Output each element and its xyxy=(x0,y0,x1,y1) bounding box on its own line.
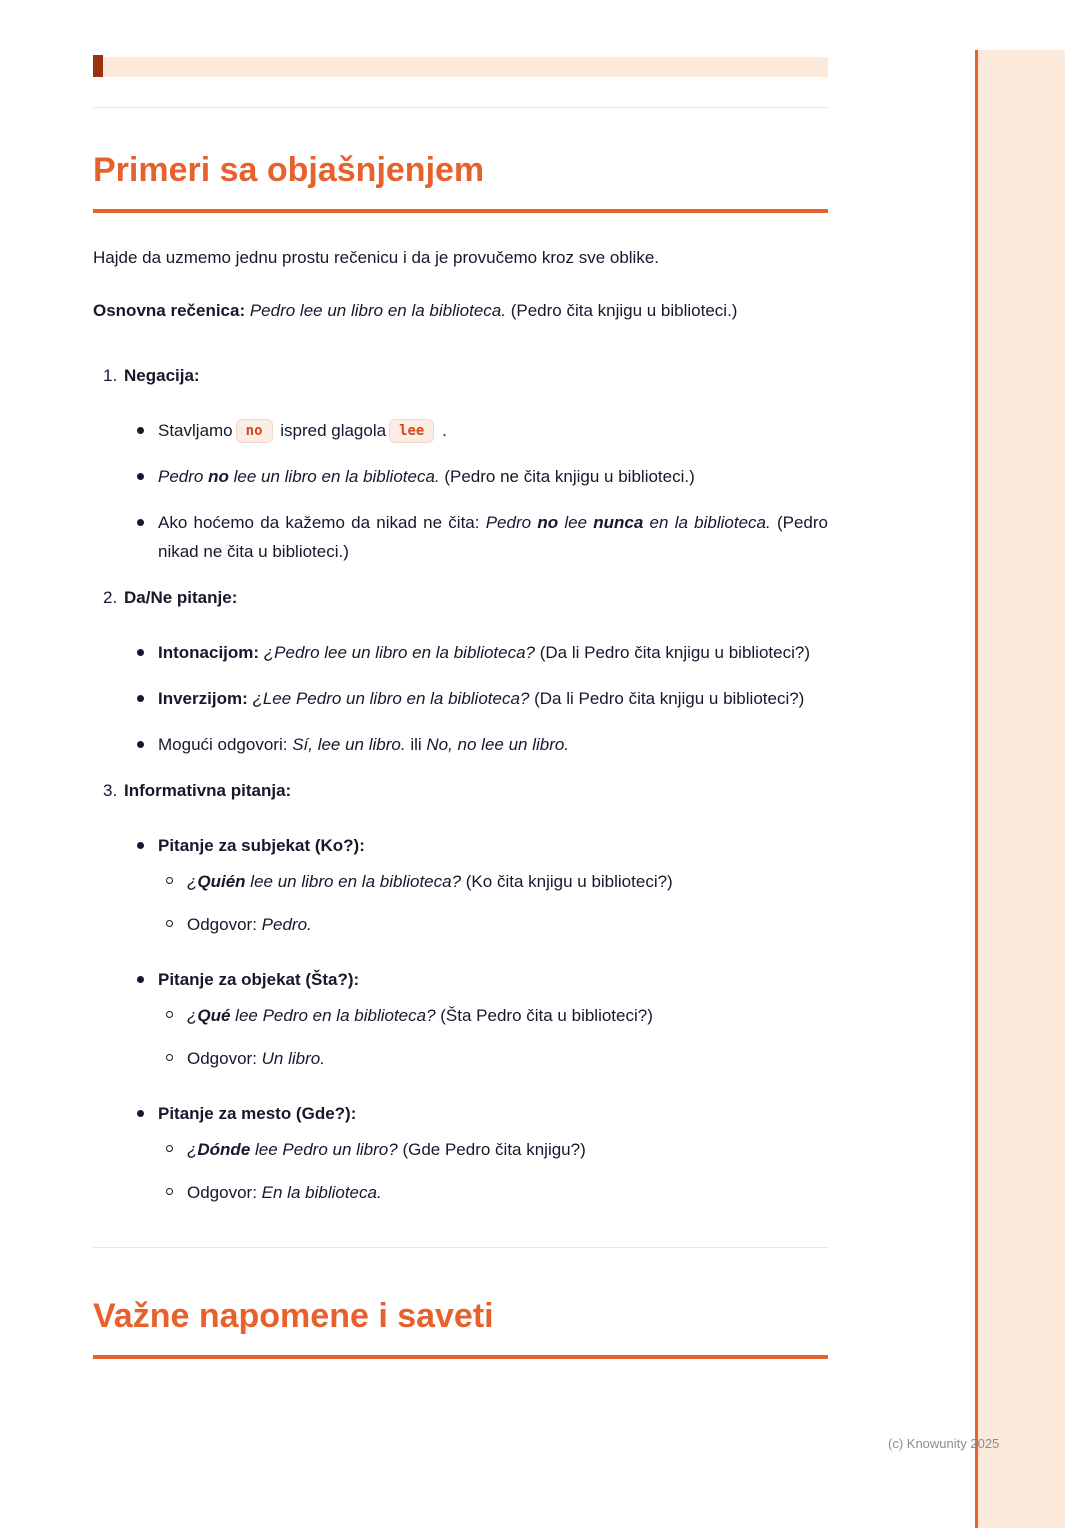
section-title-notes: Važne napomene i saveti xyxy=(93,1296,494,1335)
list-item-head xyxy=(93,583,828,612)
sub-group-title: Pitanje za objekat (Šta?): xyxy=(158,969,360,989)
bullet-disc xyxy=(137,1099,158,1207)
list-item-informativna-pitanja xyxy=(93,776,828,1207)
bullet-disc xyxy=(137,508,158,566)
bullet-disc xyxy=(137,831,158,939)
list-title: Negacija: xyxy=(124,365,200,385)
section-title-examples: Primeri sa objašnjenjem xyxy=(93,151,485,189)
bullet-disc xyxy=(137,684,158,713)
list-number: 1. xyxy=(103,365,118,385)
bullet-group-objekat xyxy=(137,965,828,1073)
base-sentence-paragraph: Osnovna rečenica: Pedro lee un libro en la biblioteca. (Pedro čita knjigu u biblioteci.) xyxy=(93,300,738,320)
bullet-circle xyxy=(166,867,187,896)
examples-list xyxy=(93,361,828,1207)
sub-bullet-item xyxy=(158,867,828,896)
bullet-group-mesto xyxy=(137,1099,828,1207)
section-divider xyxy=(93,1247,828,1248)
bullet-text: Stavljamo no ispred glagola lee . xyxy=(158,416,828,445)
section-divider xyxy=(93,107,828,108)
list-title: Da/Ne pitanje: xyxy=(124,587,238,607)
document-content xyxy=(93,0,828,1359)
sub-bullet-text: ¿Qué lee Pedro en la biblioteca? (Šta Pedro čita u biblioteci?) xyxy=(187,1005,653,1025)
bullet-item xyxy=(137,730,828,759)
top-strip-accent xyxy=(93,55,103,77)
sub-bullet-text: ¿Quién lee un libro en la biblioteca? (Ko čita knjigu u biblioteci?) xyxy=(187,871,673,891)
bullet-content xyxy=(158,965,828,1073)
list-item-head xyxy=(93,776,828,805)
bullet-circle xyxy=(166,910,187,939)
bullet-text: Ako hoćemo da kažemo da nikad ne čita: Pedro no lee nunca en la biblioteca. (Pedro nikad ne čita u biblioteci.) xyxy=(158,512,828,561)
title-underline xyxy=(93,1355,828,1359)
bullet-group-subjekat xyxy=(137,831,828,939)
bullet-disc xyxy=(137,416,158,445)
sub-bullet-item xyxy=(158,910,828,939)
title-underline xyxy=(93,209,828,213)
intro-paragraph: Hajde da uzmemo jednu prostu rečenicu i da je provučemo kroz sve oblike. xyxy=(93,247,660,267)
sub-bullet-item xyxy=(158,1044,828,1073)
bullet-group xyxy=(93,831,828,1207)
sub-group-title: Pitanje za mesto (Gde?): xyxy=(158,1103,357,1123)
bullet-item xyxy=(137,508,828,566)
bullet-item xyxy=(137,684,828,713)
list-number: 3. xyxy=(103,780,118,800)
bullet-disc xyxy=(137,965,158,1073)
bullet-text: Inverzijom: ¿Lee Pedro un libro en la biblioteca? (Da li Pedro čita knjigu u biblioteci?) xyxy=(158,688,805,708)
sub-bullet-text: Odgovor: Un libro. xyxy=(187,1048,325,1068)
bullet-circle xyxy=(166,1178,187,1207)
copyright-footer: (c) Knowunity 2025 xyxy=(888,1436,1000,1451)
bullet-text: Mogući odgovori: Sí, lee un libro. ili No, no lee un libro. xyxy=(158,734,570,754)
bullet-group xyxy=(93,638,828,759)
sub-bullet-text: Odgovor: En la biblioteca. xyxy=(187,1182,382,1202)
bullet-circle xyxy=(166,1135,187,1164)
bullet-item xyxy=(137,462,828,491)
bullet-item xyxy=(137,416,828,445)
sub-bullet-item xyxy=(158,1001,828,1030)
sub-bullet-text: Odgovor: Pedro. xyxy=(187,914,312,934)
page-edge-strip xyxy=(975,50,1065,1528)
sub-group-title: Pitanje za subjekat (Ko?): xyxy=(158,835,365,855)
bullet-group xyxy=(93,416,828,566)
bullet-disc xyxy=(137,730,158,759)
bullet-disc xyxy=(137,638,158,667)
top-strip xyxy=(93,55,828,77)
sub-bullet-text: ¿Dónde lee Pedro un libro? (Gde Pedro čita knjigu?) xyxy=(187,1139,586,1159)
bullet-text: Intonacijom: ¿Pedro lee un libro en la biblioteca? (Da li Pedro čita knjigu u biblioteci?) xyxy=(158,642,810,662)
bullet-item xyxy=(137,638,828,667)
bullet-content xyxy=(158,1099,828,1207)
bullet-content xyxy=(158,831,828,939)
bullet-circle xyxy=(166,1044,187,1073)
sub-bullet-item xyxy=(158,1135,828,1164)
list-item-negacija xyxy=(93,361,828,566)
list-item-da-ne-pitanje xyxy=(93,583,828,759)
list-number: 2. xyxy=(103,587,118,607)
list-title: Informativna pitanja: xyxy=(124,780,292,800)
bullet-text: Pedro no lee un libro en la biblioteca. (Pedro ne čita knjigu u biblioteci.) xyxy=(158,466,695,486)
sub-bullet-item xyxy=(158,1178,828,1207)
top-strip-bar xyxy=(103,57,828,77)
bullet-circle xyxy=(166,1001,187,1030)
bullet-disc xyxy=(137,462,158,491)
list-item-head xyxy=(93,361,828,390)
